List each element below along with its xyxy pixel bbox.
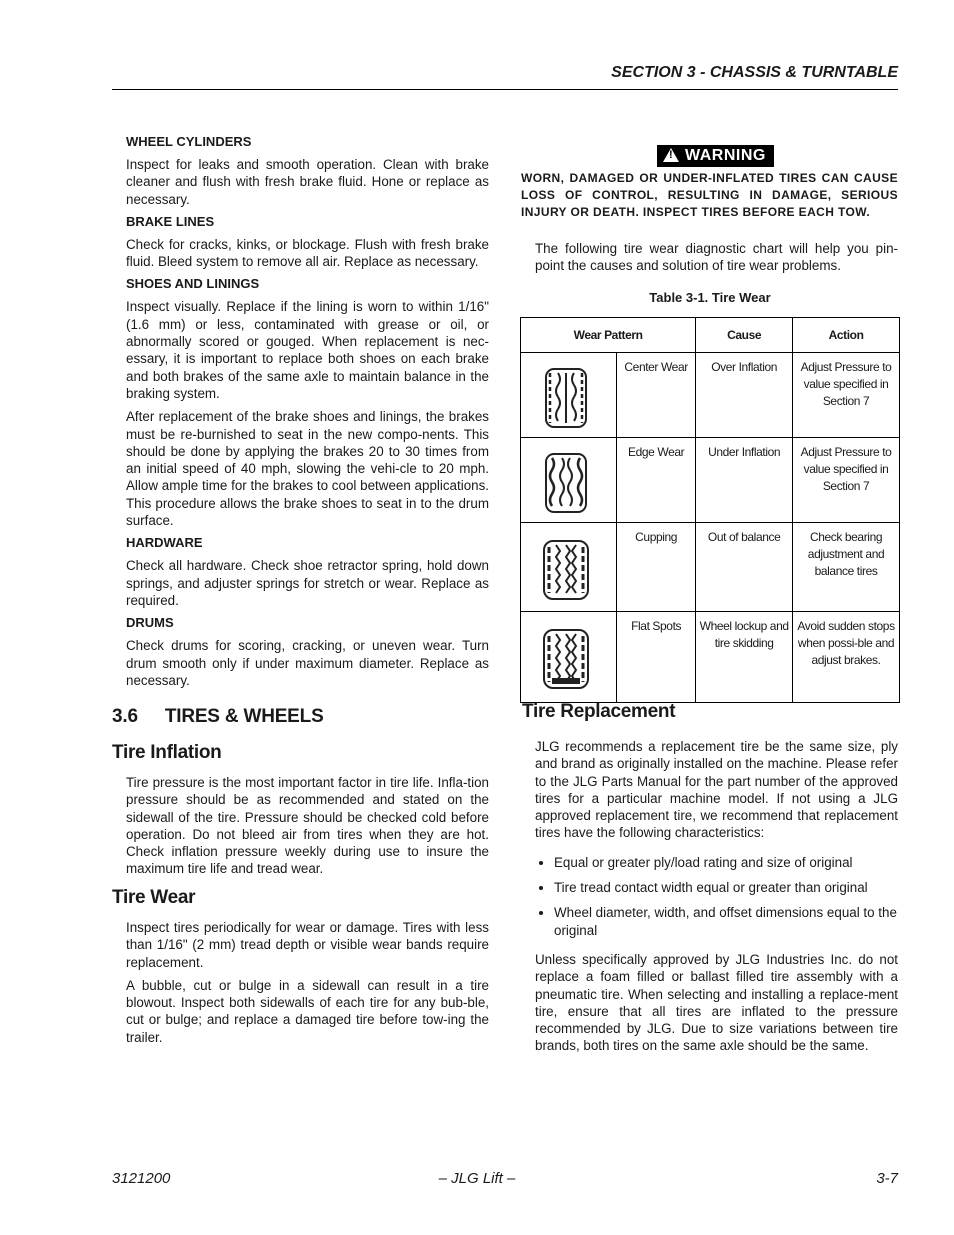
tire-image-cupping [521, 523, 617, 612]
tire-image-edge-wear [521, 438, 617, 523]
list-item: • Tire tread contact width equal or greater than original [554, 879, 898, 896]
tire-replacement-heading: Tire Replacement [522, 701, 676, 722]
table-header-row [521, 318, 900, 353]
shoes-linings-text-1: Inspect visually. Replace if the lining is worn to within 1/16" (1.6 mm) or less, contaminated with grease or oil, or abnormally scored or gouged. When replacement is nec-essary, it is important to replace both shoes on each brake and both brakes of the same axle to maintain balance in the braking system. [126, 299, 489, 401]
action-cell: Adjust Pressure to value specified in Section 7 [793, 353, 900, 438]
tire-wear-body [126, 919, 489, 1052]
section-title: SECTION 3 - CHASSIS & TURNTABLE [611, 64, 898, 81]
tire-wear-text-1: Inspect tires periodically for wear or damage. Tires with less than 1/16" (2 mm) tread depth or visible wear bands require replacement. [126, 920, 489, 970]
tire-flat-spots-icon [522, 618, 615, 696]
warning-triangle-icon [663, 148, 679, 162]
warning-badge [657, 145, 774, 167]
section-number: 3.6 [112, 706, 138, 727]
tire-wear-table [520, 317, 900, 703]
pattern-cell: Center Wear [617, 353, 696, 438]
table-row [521, 353, 900, 438]
table-row [521, 523, 900, 612]
tire-image-center-wear [521, 353, 617, 438]
warning-text: WORN, DAMAGED OR UNDER-INFLATED TIRES CAN CAUSE LOSS OF CONTROL, RESULTING IN DAMAGE, SERIOUS INJURY OR DEATH. INSPECT TIRES BEFORE EACH TOW. [521, 171, 898, 219]
tire-inflation-heading: Tire Inflation [112, 742, 222, 763]
tire-inflation-text: Tire pressure is the most important factor in tire life. Infla-tion pressure should be as recommended and stated on the sidewall of the tire. Pressure should be checked cold before operation. Do not bleed air from tires when they are hot. Check inflation pressure weekly during use to insure the maximum tire life and tread wear. [126, 775, 489, 877]
tire-replacement-list [535, 854, 898, 939]
drums-heading: DRUMS [126, 615, 174, 631]
warning-label: WARNING [685, 147, 766, 164]
pattern-cell: Flat Spots [617, 612, 696, 703]
footer-center: – JLG Lift – [438, 1170, 516, 1187]
tire-wear-text-2: A bubble, cut or bulge in a sidewall can result in a tire blowout. Inspect both sidewalls of each tire for any bub-ble, cut or bulge; and replace a damaged tire before tow-ing the trailer. [126, 977, 489, 1045]
drums-text: Check drums for scoring, cracking, or uneven wear. Turn drum smooth only if under maximum diameter. Replace as necessary. [126, 638, 489, 688]
brake-lines-text: Check for cracks, kinks, or blockage. Flush with fresh brake fluid. Bleed system to remove all air. Replace as necessary. [126, 236, 489, 270]
header-rule [112, 89, 898, 90]
tire-replacement-body [535, 738, 898, 1061]
action-cell: Avoid sudden stops when possi-ble and adjust brakes. [793, 612, 900, 703]
wheel-cylinders-text: Inspect for leaks and smooth operation. Clean with brake cleaner and flush with fresh brake fluid. Hone or replace as necessary. [126, 157, 489, 207]
footer-doc-number: 3121200 [112, 1170, 171, 1187]
cause-cell: Out of balance [696, 523, 793, 612]
section-heading-tires-wheels [112, 706, 324, 728]
tire-edge-wear-icon [522, 444, 615, 516]
wheel-cylinders-heading: WHEEL CYLINDERS [126, 134, 252, 149]
pattern-cell: Cupping [617, 523, 696, 612]
cause-cell: Wheel lockup and tire skidding [696, 612, 793, 703]
tire-image-flat-spots [521, 612, 617, 703]
list-item: • Equal or greater ply/load rating and size of original [554, 854, 898, 871]
cause-cell: Under Inflation [696, 438, 793, 523]
pattern-cell: Edge Wear [617, 438, 696, 523]
shoes-linings-heading: SHOES AND LININGS [126, 276, 260, 292]
hardware-heading: HARDWARE [126, 535, 203, 551]
table-row [521, 612, 900, 703]
cause-cell: Over Inflation [696, 353, 793, 438]
header-cause: Cause [696, 318, 793, 353]
header-action: Action [793, 318, 900, 353]
action-cell: Adjust Pressure to value specified in Section 7 [793, 438, 900, 523]
tire-wear-table-wrap [520, 317, 900, 703]
hardware-text: Check all hardware. Check shoe retractor spring, hold down springs, and adjuster springs for stretch or wear. Replace as required. [126, 558, 489, 608]
table-row [521, 438, 900, 523]
tire-wear-intro: The following tire wear diagnostic chart will help you pin-point the causes and solution of tire wear problems. [535, 241, 898, 274]
tire-cupping-icon [522, 529, 615, 605]
shoes-linings-text-2: After replacement of the brake shoes and linings, the brakes must be re-burnished to seat in the new compo-nents. This should be done by applying the brakes 20 to 30 times from an initial speed of 40 mph, slowing the vehi-cle to 20 mph. Allow ample time for the brakes to cool between applications. This procedure allows the brake shoes to seat in to the drum surface. [126, 409, 489, 529]
tire-replacement-text-2: Unless specifically approved by JLG Industries Inc. do not replace a foam filled or ballast filled tire assembly with a pneumatic tire. When selecting and installing a replace-ment tire, ensure that all tires are inflated to the pressure recommended by JLG. Due to size variations between tire brands, both tires on the same axle should be the same. [535, 951, 898, 1054]
footer-page-number: 3-7 [876, 1170, 898, 1187]
tire-replacement-text-1: JLG recommends a replacement tire be the same size, ply and brand as originally installed on the machine. Please refer to the JLG Parts Manual for the part number of the approved tires for a particular machine model. If not using a JLG approved replacement tire, we recommend that replacement tires have the following characteristics: [535, 739, 898, 841]
warning-badge-wrap [657, 145, 774, 167]
action-cell: Check bearing adjustment and balance tires [793, 523, 900, 612]
section-heading-title: TIRES & WHEELS [164, 706, 324, 727]
tire-center-wear-icon [522, 359, 615, 431]
table-caption: Table 3-1. Tire Wear [649, 290, 771, 305]
left-column [126, 134, 489, 695]
brake-lines-heading: BRAKE LINES [126, 213, 215, 229]
tire-wear-heading: Tire Wear [112, 887, 196, 908]
list-item: • Wheel diameter, width, and offset dimensions equal to the original [554, 904, 898, 939]
header-wear-pattern: Wear Pattern [521, 318, 696, 353]
